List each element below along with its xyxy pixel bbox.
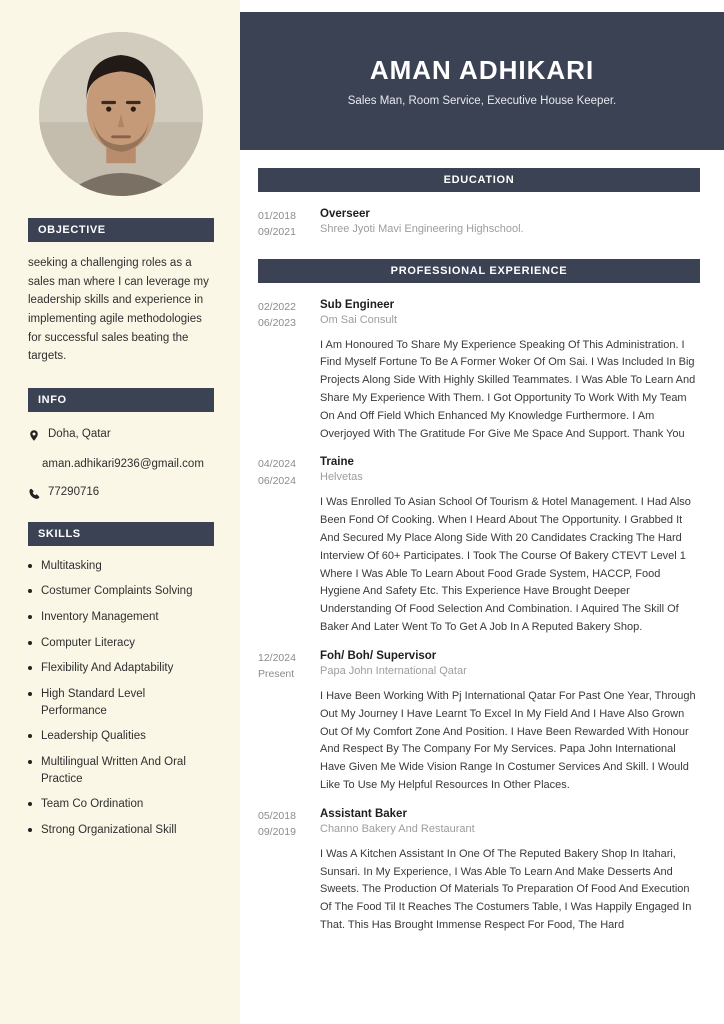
resume-header [240, 12, 724, 150]
skill-label: Costumer Complaints Solving [41, 585, 193, 598]
entry-date-start: 01/2018 [258, 210, 296, 222]
email-row [28, 458, 214, 470]
entry-description: I Am Honoured To Share My Experience Speaking Of This Administration. I Find Myself Fortune To Be A Former Woker Of Om Sai. I Was Included In Big Projects Along Side With Highly Skilled Teammates. I Was Able To Learn And Share My Experience With Them. I Got Opportunity To Work With My Team On And Off Field Which Enhanced My Knowledge Furthermore. I Am Overjoyed With The Gratitude For Give Me Space And Support. Thank You [320, 338, 696, 440]
entry-dates [258, 299, 320, 444]
entry-dates [258, 650, 320, 795]
entry-date-end: 09/2021 [258, 226, 296, 239]
skill-label: Flexibility And Adaptability [41, 662, 174, 675]
entry-dates [258, 456, 320, 637]
photo-container [28, 0, 214, 196]
entry-role: Assistant Baker [320, 807, 407, 820]
entry-body [320, 808, 700, 935]
entry-description: I Was A Kitchen Assistant In One Of The Reputed Bakery Shop In Itahari, Sunsari. In My Experience, I Was Able To Learn And Make Desserts And Sweets. The Production Of Materials To Preparation Of Food And Execution Of The Food Til It Reaches The Costumers Table, I Was Happily Engaged In That. This Has Brought Immense Respect For Food, The Hard [320, 847, 692, 932]
entry-body [320, 650, 700, 795]
entry-dates [258, 208, 320, 241]
entry-organization: Helvetas [320, 471, 363, 484]
entry-role: Overseer [320, 208, 370, 220]
entry-role: Foh/ Boh/ Supervisor [320, 649, 437, 662]
entry-description: I Was Enrolled To Asian School Of Tourism & Hotel Management. I Had Also Been Fond Of Cooking. When I Heard About The Opportunity. I Grabbed It And Secured My Place Along Side With 20 Candidates Cracking The Hard Interview Of 60+ Participates. I Took The Course Of Bakery CTEVT Level 1 Where I Was Able To Learn About Food Grade System, HACCP, Food Hygiene And Safety Etc. This Experience Have Brought Deeper Understanding Of Food Selection And Combination. I Aquired The Skill Of Baker And Later Went To To Get A Job In A Reputed Bakery Shop. [320, 496, 691, 634]
entry-date-end: 06/2023 [258, 316, 296, 329]
entry-dates [258, 808, 320, 935]
entry-date-start: 02/2022 [258, 300, 296, 313]
entry-date-end: 06/2024 [258, 474, 296, 487]
sidebar [0, 0, 240, 1024]
education-section-title: EDUCATION [258, 168, 700, 192]
skill-item [28, 686, 214, 719]
experience-entry [258, 299, 700, 444]
entry-date-end: 09/2019 [258, 826, 296, 839]
entry-organization: Om Sai Consult [320, 313, 398, 326]
skill-label: Leadership Qualities [41, 730, 146, 743]
skill-label: Team Co Ordination [41, 798, 144, 811]
entry-role: Sub Engineer [320, 298, 395, 311]
bullet-dot [28, 589, 32, 593]
skills-list [28, 558, 214, 839]
entry-date-start: 05/2018 [258, 809, 296, 822]
bullet-dot [28, 666, 32, 670]
entry-organization: Papa John International Qatar [320, 664, 467, 677]
phone-text: 77290716 [48, 485, 100, 498]
entry-organization: Channo Bakery And Restaurant [320, 822, 475, 835]
entry-organization: Shree Jyoti Mavi Engineering Highschool. [320, 223, 524, 235]
location-row [28, 428, 214, 442]
skill-label: Strong Organizational Skill [41, 824, 177, 837]
skill-label: High Standard Level Performance [41, 688, 146, 717]
person-name: AMAN ADHIKARI [369, 55, 595, 85]
experience-entry [258, 808, 700, 935]
entry-date-start: 04/2024 [258, 458, 296, 471]
bullet-dot [28, 734, 32, 738]
bullet-dot [28, 564, 32, 568]
email-text: aman.adhikari9236@gmail.com [42, 457, 204, 470]
skill-label: Inventory Management [41, 611, 159, 624]
bullet-dot [28, 760, 32, 764]
skills-section-title: SKILLS [28, 522, 214, 546]
skill-item [28, 660, 214, 677]
skill-item [28, 635, 214, 652]
skill-item [28, 583, 214, 600]
objective-section-title: OBJECTIVE [28, 218, 214, 242]
bullet-dot [28, 692, 32, 696]
education-entry [258, 208, 700, 241]
skill-item [28, 754, 214, 787]
skill-label: Computer Literacy [41, 636, 135, 649]
person-job-titles: Sales Man, Room Service, Executive House Keeper. [347, 95, 617, 107]
experience-section-title: PROFESSIONAL EXPERIENCE [258, 259, 700, 283]
skill-label: Multitasking [41, 559, 102, 572]
main-column [240, 0, 724, 1024]
experience-entry [258, 650, 700, 795]
phone-icon [28, 487, 40, 500]
entry-body [320, 456, 700, 637]
skill-item [28, 558, 214, 575]
skill-label: Multilingual Written And Oral Practice [41, 756, 186, 785]
profile-photo [39, 32, 203, 196]
entry-date-start: 12/2024 [258, 651, 296, 664]
bullet-dot [28, 641, 32, 645]
bullet-dot [28, 828, 32, 832]
entry-body [320, 299, 700, 444]
main-content [240, 168, 724, 935]
skill-item [28, 822, 214, 839]
location-text: Doha, Qatar [48, 427, 111, 440]
entry-date-end: Present [258, 668, 295, 681]
info-section-title: INFO [28, 388, 214, 412]
skill-item [28, 728, 214, 745]
entry-description: I Have Been Working With Pj International Qatar For Past One Year, Through Out My Journey I Have Learnt To Excel In My Field And I Have Also Grown Out Of My Comfort Zone And Position. I Have Been Rewarded With Honour And Respect By The Company For My Services. Papa John International Have Given Me Wide Vision Range In Costumer Services And Skill. I Would Like To Use My Helpful Resources In Other Places. [320, 689, 696, 791]
bullet-dot [28, 615, 32, 619]
entry-role: Traine [320, 456, 354, 469]
skill-item [28, 796, 214, 813]
avatar-illustration [39, 32, 203, 196]
entry-body [320, 208, 700, 241]
experience-entry [258, 456, 700, 637]
skill-item [28, 609, 214, 626]
location-pin-icon [28, 429, 40, 442]
objective-text: seeking a challenging roles as a sales man where I can leverage my leadership skills and experience in implementing agile methodologies for successful sales beating the targets. [28, 257, 209, 363]
bullet-dot [28, 802, 32, 806]
phone-row [28, 486, 214, 500]
